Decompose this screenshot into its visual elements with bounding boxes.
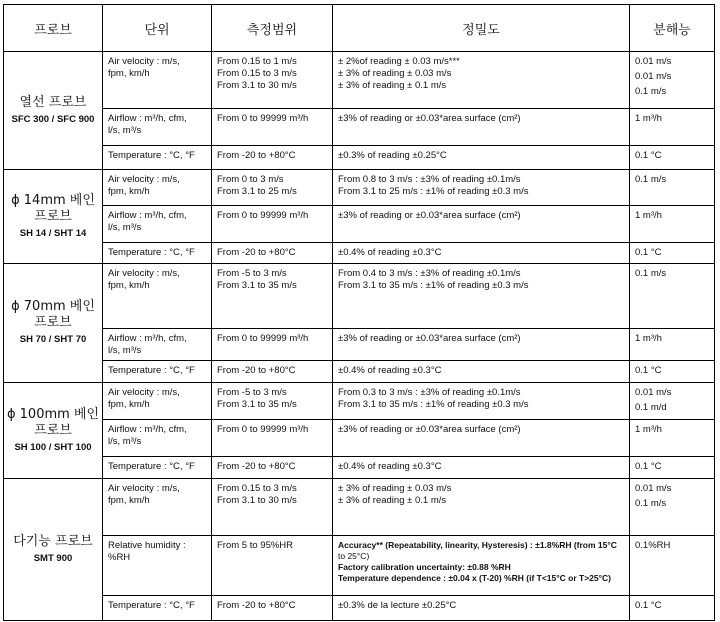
- range-line: From -20 to +80°C: [217, 365, 296, 376]
- accuracy-line: ±0.4% of reading ±0.3°C: [338, 247, 442, 258]
- resolution-line: 0.1 °C: [635, 461, 662, 472]
- probe-name: 열선 프로브: [19, 94, 87, 110]
- header-resolution: 분해능: [630, 5, 715, 52]
- resolution-cell: [630, 146, 715, 170]
- range-cell: [212, 170, 333, 206]
- accuracy-line: From 0.3 to 3 m/s : ±3% of reading ±0.1m/s: [338, 387, 521, 398]
- resolution-cell: [630, 479, 715, 536]
- unit-line: Temperature : °C, °F: [108, 365, 195, 376]
- resolution-cell: [630, 52, 715, 109]
- table-row: [4, 420, 715, 457]
- range-cell: [212, 383, 333, 420]
- unit-cell: [103, 243, 212, 264]
- accuracy-line: ±3% of reading or ±0.03*area surface (cm²): [338, 113, 521, 124]
- resolution-line: 0.01 m/s: [635, 71, 672, 82]
- unit-line: Airflow : m³/h, cfm,: [108, 210, 187, 221]
- unit-line: Air velocity : m/s,: [108, 387, 180, 398]
- probe-model: SH 70 / SHT 70: [19, 334, 87, 345]
- table-row: [4, 536, 715, 596]
- resolution-cell: [630, 206, 715, 243]
- unit-line: fpm, km/h: [108, 399, 150, 410]
- accuracy-line: ± 3% of reading ± 0.03 m/s: [338, 483, 452, 494]
- probe-model: SMT 900: [33, 552, 73, 564]
- table-row: [4, 383, 715, 420]
- table-row: [4, 264, 715, 329]
- accuracy-line: ± 2%of reading ± 0.03 m/s***: [338, 56, 460, 67]
- probe-name-cell: [4, 479, 103, 621]
- range-line: From -20 to +80°C: [217, 247, 296, 258]
- unit-line: fpm, km/h: [108, 186, 150, 197]
- resolution-line: 0.01 m/s: [635, 483, 672, 494]
- unit-cell: [103, 420, 212, 457]
- unit-cell: [103, 383, 212, 420]
- probe-name: ϕ 70mm 베인 프로브: [11, 299, 95, 330]
- table-row: [4, 170, 715, 206]
- accuracy-line: to 25°C): [338, 551, 370, 561]
- probe-name-cell: [4, 264, 103, 383]
- table-row: [4, 52, 715, 109]
- range-cell: [212, 420, 333, 457]
- table-row: [4, 109, 715, 146]
- resolution-line: 0.1 °C: [635, 150, 662, 161]
- range-line: From -5 to 3 m/s: [217, 268, 287, 279]
- resolution-line: 0.1 m/d: [635, 402, 667, 413]
- range-line: From 0.15 to 1 m/s: [217, 56, 297, 67]
- probe-name-cell: [4, 170, 103, 264]
- unit-line: %RH: [108, 552, 131, 563]
- resolution-line: 0.01 m/s: [635, 56, 672, 67]
- accuracy-line: ±0.4% of reading ±0.3°C: [338, 461, 442, 472]
- table-body: [4, 52, 715, 621]
- range-cell: [212, 243, 333, 264]
- accuracy-line: From 0.8 to 3 m/s : ±3% of reading ±0.1m/s: [338, 174, 521, 185]
- resolution-cell: [630, 109, 715, 146]
- resolution-cell: [630, 329, 715, 361]
- resolution-cell: [630, 243, 715, 264]
- resolution-cell: [630, 361, 715, 383]
- range-cell: [212, 361, 333, 383]
- table-row: [4, 329, 715, 361]
- resolution-line: 0.1%RH: [635, 540, 671, 551]
- accuracy-cell: [333, 457, 630, 479]
- range-line: From 3.1 to 35 m/s: [217, 280, 297, 291]
- accuracy-cell: [333, 109, 630, 146]
- resolution-cell: [630, 383, 715, 420]
- probe-name: ϕ 14mm 베인 프로브: [11, 192, 95, 224]
- table-row: [4, 361, 715, 383]
- range-line: From 0 to 99999 m³/h: [217, 424, 309, 435]
- accuracy-line: Accuracy** (Repeatability, linearity, Hysteresis) : ±1.8%RH (from 15°C: [338, 540, 617, 550]
- range-cell: [212, 479, 333, 536]
- resolution-line: 1 m³/h: [635, 113, 662, 124]
- resolution-cell: [630, 536, 715, 596]
- accuracy-line: ± 3% of reading ± 0.1 m/s: [338, 495, 447, 506]
- accuracy-cell: [333, 536, 630, 596]
- accuracy-cell: [333, 420, 630, 457]
- unit-line: Airflow : m³/h, cfm,: [108, 424, 187, 435]
- unit-line: Temperature : °C, °F: [108, 461, 195, 472]
- unit-cell: [103, 109, 212, 146]
- unit-cell: [103, 146, 212, 170]
- range-line: From 0.15 to 3 m/s: [217, 68, 297, 79]
- resolution-cell: [630, 457, 715, 479]
- resolution-line: 0.1 °C: [635, 247, 662, 258]
- range-line: From 3.1 to 35 m/s: [217, 399, 297, 410]
- unit-line: Relative humidity :: [108, 540, 186, 551]
- probe-name-cell: [4, 52, 103, 170]
- range-cell: [212, 146, 333, 170]
- range-line: From 5 to 95%HR: [217, 540, 294, 551]
- unit-line: Air velocity : m/s,: [108, 174, 180, 185]
- table-row: [4, 146, 715, 170]
- header-probe: 프로브: [4, 5, 103, 52]
- range-cell: [212, 264, 333, 329]
- accuracy-line: ±3% of reading or ±0.03*area surface (cm²): [338, 210, 521, 221]
- range-line: From 3.1 to 25 m/s: [217, 186, 297, 197]
- range-line: From 0 to 99999 m³/h: [217, 113, 309, 124]
- range-line: From 0.15 to 3 m/s: [217, 483, 297, 494]
- accuracy-cell: [333, 596, 630, 621]
- accuracy-cell: [333, 243, 630, 264]
- table-row: [4, 479, 715, 536]
- header-range: 측정범위: [212, 5, 333, 52]
- header-unit: 단위: [103, 5, 212, 52]
- unit-cell: [103, 596, 212, 621]
- resolution-cell: [630, 170, 715, 206]
- accuracy-line: ± 3% of reading ± 0.03 m/s: [338, 68, 452, 79]
- resolution-line: 0.1 m/s: [635, 174, 667, 185]
- unit-cell: [103, 479, 212, 536]
- range-cell: [212, 109, 333, 146]
- resolution-line: 1 m³/h: [635, 424, 662, 435]
- accuracy-line: ±0.3% of reading ±0.25°C: [338, 150, 447, 161]
- unit-line: Temperature : °C, °F: [108, 600, 195, 611]
- resolution-cell: [630, 596, 715, 621]
- probe-name-cell: [4, 383, 103, 479]
- unit-line: fpm, km/h: [108, 68, 150, 79]
- accuracy-cell: [333, 170, 630, 206]
- unit-cell: [103, 52, 212, 109]
- unit-line: Airflow : m³/h, cfm,: [108, 333, 187, 344]
- header-row: [4, 5, 715, 52]
- table-row: [4, 206, 715, 243]
- unit-line: l/s, m³/s: [108, 125, 142, 136]
- resolution-line: 1 m³/h: [635, 210, 662, 221]
- table-row: [4, 243, 715, 264]
- accuracy-cell: [333, 52, 630, 109]
- unit-line: Air velocity : m/s,: [108, 483, 180, 494]
- probe-model: SH 14 / SHT 14: [19, 227, 87, 239]
- resolution-line: 0.1 °C: [635, 600, 662, 611]
- accuracy-cell: [333, 264, 630, 329]
- accuracy-cell: [333, 361, 630, 383]
- accuracy-line: Factory calibration uncertainty: ±0.88 %RH: [338, 562, 511, 572]
- unit-line: Air velocity : m/s,: [108, 268, 180, 279]
- accuracy-cell: [333, 479, 630, 536]
- accuracy-line: From 3.1 to 35 m/s : ±1% of reading ±0.3 m/s: [338, 399, 529, 410]
- accuracy-cell: [333, 329, 630, 361]
- unit-line: l/s, m³/s: [108, 436, 142, 447]
- range-line: From 3.1 to 30 m/s: [217, 80, 297, 91]
- resolution-cell: [630, 264, 715, 329]
- table-row: [4, 596, 715, 621]
- resolution-line: 0.1 m/s: [635, 268, 667, 279]
- unit-cell: [103, 536, 212, 596]
- accuracy-cell: [333, 206, 630, 243]
- probe-name: ϕ 100mm 베인 프로브: [6, 406, 100, 438]
- unit-cell: [103, 361, 212, 383]
- resolution-line: 0.1 °C: [635, 365, 662, 376]
- accuracy-cell: [333, 146, 630, 170]
- range-line: From 0 to 99999 m³/h: [217, 333, 309, 344]
- table-row: [4, 457, 715, 479]
- probe-spec-table: [3, 4, 715, 621]
- accuracy-line: From 3.1 to 25 m/s : ±1% of reading ±0.3 m/s: [338, 186, 529, 197]
- unit-cell: [103, 264, 212, 329]
- accuracy-line: ± 3% of reading ± 0.1 m/s: [338, 80, 447, 91]
- accuracy-line: From 0.4 to 3 m/s : ±3% of reading ±0.1m/s: [338, 268, 521, 279]
- accuracy-cell: [333, 383, 630, 420]
- range-line: From -20 to +80°C: [217, 600, 296, 611]
- probe-model: SFC 300 / SFC 900: [11, 113, 95, 125]
- range-cell: [212, 596, 333, 621]
- range-line: From 3.1 to 30 m/s: [217, 495, 297, 506]
- unit-line: l/s, m³/s: [108, 222, 142, 233]
- unit-line: l/s, m³/s: [108, 345, 142, 356]
- unit-line: fpm, km/h: [108, 280, 150, 291]
- unit-cell: [103, 206, 212, 243]
- probe-model: SH 100 / SHT 100: [14, 441, 92, 453]
- accuracy-line: From 3.1 to 35 m/s : ±1% of reading ±0.3 m/s: [338, 280, 529, 291]
- range-cell: [212, 206, 333, 243]
- range-cell: [212, 329, 333, 361]
- accuracy-line: ±0.3% de la lecture ±0.25°C: [338, 600, 457, 611]
- unit-line: Airflow : m³/h, cfm,: [108, 113, 187, 124]
- unit-cell: [103, 457, 212, 479]
- resolution-line: 0.1 m/s: [635, 86, 667, 97]
- unit-line: Air velocity : m/s,: [108, 56, 180, 67]
- resolution-cell: [630, 420, 715, 457]
- header-accuracy: 정밀도: [333, 5, 630, 52]
- range-line: From -5 to 3 m/s: [217, 387, 287, 398]
- range-line: From 0 to 3 m/s: [217, 174, 284, 185]
- accuracy-line: ±3% of reading or ±0.03*area surface (cm²): [338, 333, 521, 344]
- accuracy-line: ±0.4% of reading ±0.3°C: [338, 365, 442, 376]
- resolution-line: 0.1 m/s: [635, 498, 667, 509]
- range-cell: [212, 52, 333, 109]
- unit-line: Temperature : °C, °F: [108, 150, 195, 161]
- unit-cell: [103, 170, 212, 206]
- unit-line: Temperature : °C, °F: [108, 247, 195, 258]
- range-cell: [212, 457, 333, 479]
- accuracy-line: Temperature dependence : ±0.04 x (T-20) %RH (if T<15°C or T>25°C): [338, 573, 611, 583]
- range-cell: [212, 536, 333, 596]
- resolution-line: 1 m³/h: [635, 333, 662, 344]
- range-line: From 0 to 99999 m³/h: [217, 210, 309, 221]
- unit-line: fpm, km/h: [108, 495, 150, 506]
- resolution-line: 0.01 m/s: [635, 387, 672, 398]
- probe-name: 다기능 프로브: [13, 533, 93, 549]
- accuracy-line: ±3% of reading or ±0.03*area surface (cm²): [338, 424, 521, 435]
- range-line: From -20 to +80°C: [217, 461, 296, 472]
- unit-cell: [103, 329, 212, 361]
- range-line: From -20 to +80°C: [217, 150, 296, 161]
